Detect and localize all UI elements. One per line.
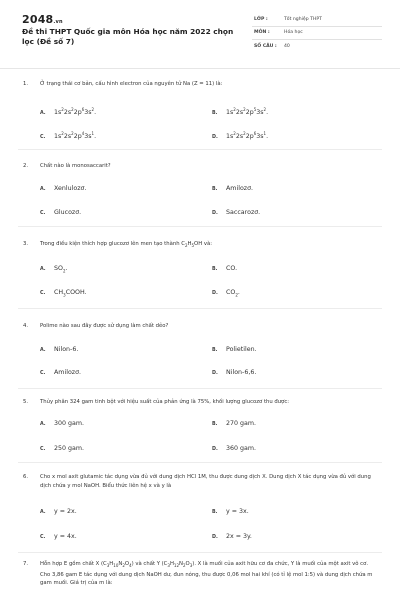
question-item	[23, 80, 373, 89]
answer-text: Amilozơ.	[226, 185, 253, 192]
answer-text: $1s^22s^22p^63s^1$.	[226, 131, 269, 141]
answer-text: $1s^22s^22p^53s^2$.	[226, 107, 269, 117]
header-divider	[0, 68, 400, 69]
answer-text: Xenlulozơ.	[54, 185, 87, 192]
answer-option[interactable]	[212, 107, 268, 116]
answer-text: 360 gam.	[226, 445, 257, 452]
answer-letter: A.	[40, 111, 46, 117]
question-body: Chất nào là monosaccarit?	[40, 163, 111, 169]
logo-text: 2048	[22, 13, 54, 26]
question-item	[23, 398, 373, 407]
answer-option[interactable]	[212, 131, 268, 140]
answer-letter: B.	[212, 187, 218, 192]
answer-option[interactable]	[40, 289, 87, 297]
question-divider	[18, 226, 382, 227]
answer-text: Glucozơ.	[54, 209, 82, 216]
answer-option[interactable]	[40, 533, 77, 540]
answer-option[interactable]	[40, 346, 78, 353]
question-item	[23, 240, 373, 251]
answer-letter: D.	[212, 447, 218, 452]
answer-text: $SO_2$.	[54, 265, 68, 274]
answer-letter: C.	[40, 291, 46, 296]
answer-option[interactable]	[212, 420, 256, 427]
question-text	[23, 162, 373, 171]
answer-letter: B.	[212, 422, 218, 427]
question-body: Cho x mol axit glutamic tác dụng vừa đủ với dung dịch HCl 1M, thu được dung dịch X. Dung dịch X tác dụng vừa đủ với dung dịch chứa y mol NaOH. Biểu thức liên hệ x và y là	[40, 474, 371, 489]
question-number: 1.	[23, 81, 29, 87]
answer-option[interactable]	[212, 185, 253, 192]
answer-option[interactable]	[212, 209, 260, 216]
answer-letter: C.	[40, 371, 46, 376]
meta-count-label: SỐ CÂU :	[254, 44, 277, 49]
question-item	[23, 560, 373, 588]
question-number: 2.	[23, 163, 29, 169]
question-text	[23, 473, 373, 490]
answer-letter: A.	[40, 267, 46, 272]
meta-class	[254, 17, 322, 22]
question-number: 4.	[23, 323, 29, 329]
answer-letter: D.	[212, 535, 218, 540]
site-logo[interactable]	[22, 13, 63, 26]
question-body: Polime nào sau đây được sử dụng làm chất dẻo?	[40, 323, 169, 329]
question-number: 5.	[23, 399, 29, 405]
answer-option[interactable]	[40, 369, 81, 376]
meta-subject	[254, 30, 303, 35]
meta-class-label: LỚP :	[254, 17, 268, 22]
meta-divider	[252, 39, 382, 40]
question-item	[23, 162, 373, 171]
answer-text: y = 2x.	[54, 508, 77, 515]
meta-count	[254, 44, 290, 49]
answer-text: $CO_2$.	[226, 289, 240, 298]
answer-option[interactable]	[40, 445, 84, 452]
answer-text: Polietilen.	[226, 346, 257, 353]
answer-option[interactable]	[40, 209, 81, 216]
answer-option[interactable]	[40, 107, 96, 116]
meta-divider	[252, 26, 382, 27]
answer-letter: A.	[40, 422, 46, 427]
meta-class-value: Tốt nghiệp THPT	[284, 17, 322, 22]
question-text	[23, 322, 373, 331]
answer-option[interactable]	[212, 265, 237, 272]
answer-letter: C.	[40, 211, 46, 216]
answer-option[interactable]	[212, 289, 240, 297]
question-text	[23, 240, 373, 251]
answer-text: 300 gam.	[54, 420, 85, 427]
question-body: Thủy phân 324 gam tinh bột với hiệu suất của phản ứng là 75%, khối lượng glucozơ thu được:	[40, 399, 290, 405]
answer-letter: C.	[40, 447, 46, 452]
logo-suffix: .vn	[53, 19, 63, 25]
answer-text: y = 3x.	[226, 508, 249, 515]
answer-letter: D.	[212, 135, 218, 141]
question-divider	[18, 388, 382, 389]
question-number: 6.	[23, 474, 29, 480]
answer-text: 270 gam.	[226, 420, 257, 427]
question-body: Ở trạng thái cơ bản, cấu hình electron của nguyên tử Na (Z = 11) là:	[40, 81, 223, 87]
answer-text: Nilon-6,6.	[226, 369, 257, 376]
answer-text: 250 gam.	[54, 445, 85, 452]
exam-title: Đề thi THPT Quốc gia môn Hóa học năm 2022 chọn lọc (Đề số 7)	[22, 27, 234, 46]
answer-option[interactable]	[212, 533, 252, 540]
question-divider	[18, 149, 382, 150]
answer-option[interactable]	[40, 508, 77, 515]
question-divider	[18, 552, 382, 553]
answer-letter: A.	[40, 187, 46, 192]
answer-letter: D.	[212, 371, 218, 376]
question-text	[23, 80, 373, 89]
question-body: Trong điều kiện thích hợp glucozơ lên men tạo thành $C_2H_5OH$ và:	[40, 241, 213, 249]
question-number: 7.	[23, 561, 29, 567]
answer-text: Nilon-6.	[54, 346, 79, 353]
answer-letter: B.	[212, 267, 218, 272]
answer-letter: C.	[40, 135, 46, 141]
answer-text: $CH_3COOH$.	[54, 289, 87, 298]
question-number: 3.	[23, 241, 29, 247]
answer-letter: B.	[212, 348, 218, 353]
meta-subject-label: MÔN :	[254, 30, 270, 35]
exam-header	[0, 0, 400, 58]
answer-option[interactable]	[212, 508, 249, 515]
answer-text: 2x = 3y.	[226, 533, 252, 540]
answer-letter: B.	[212, 510, 218, 515]
answer-option[interactable]	[40, 265, 68, 273]
answer-text: CO.	[226, 265, 238, 272]
question-text	[23, 398, 373, 407]
answer-text: Amilozơ.	[54, 369, 81, 376]
answer-text: y = 4x.	[54, 533, 77, 540]
question-item	[23, 322, 373, 331]
answer-text: $1s^22s^22p^43s^1$.	[54, 131, 97, 141]
answer-option[interactable]	[40, 131, 96, 140]
answer-letter: A.	[40, 510, 46, 515]
answer-text: $1s^22s^22p^63s^2$.	[54, 107, 97, 117]
question-body: Hỗn hợp E gồm chất X $(C_3H_{10}N_2O_4)$ và chất Y $(C_3H_{12}N_2O_3)$. X là muối của axit hữu cơ đa chức, Y là muối của một axit vô cơ. Cho 3,86 gam E tác dụng với dung dịch NaOH dư, đun nóng, thu được 0,06 mol hai khí (có tỉ lệ mol 1:5) và dung dịch chứa m gam muối. Giá trị của m là:	[40, 561, 373, 587]
question-divider	[18, 462, 382, 463]
answer-letter: D.	[212, 211, 218, 216]
answer-text: Saccarozơ.	[226, 209, 261, 216]
answer-letter: A.	[40, 348, 46, 353]
answer-option[interactable]	[212, 369, 256, 376]
meta-subject-value: Hóa học	[284, 30, 303, 35]
question-item	[23, 473, 373, 490]
meta-count-value: 40	[284, 44, 290, 49]
answer-option[interactable]	[40, 420, 84, 427]
answer-letter: B.	[212, 111, 218, 117]
question-text	[23, 560, 373, 588]
question-divider	[18, 308, 382, 309]
answer-option[interactable]	[40, 185, 86, 192]
answer-option[interactable]	[212, 445, 256, 452]
answer-letter: D.	[212, 291, 218, 296]
answer-option[interactable]	[212, 346, 257, 353]
answer-letter: C.	[40, 535, 46, 540]
